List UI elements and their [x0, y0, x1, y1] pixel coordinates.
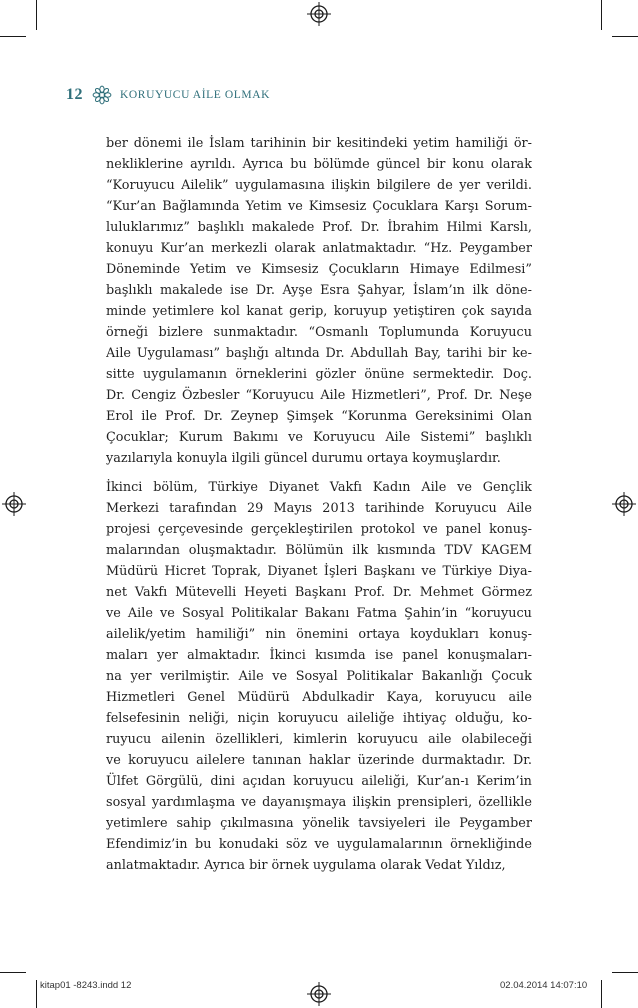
crop-mark-top-right-v [601, 0, 602, 30]
text-line: sosyal yardımlaşma ve dayanışmaya ilişkin prensipleri, özellikle [106, 795, 532, 810]
text-line: Dr. Cengiz Özbesler “Koruyucu Aile Hizmetleri”, Prof. Dr. Neşe [106, 388, 532, 403]
text-line: felsefesinin neliği, niçin koruyucu aileliğe ihtiyaç olduğu, ko- [106, 711, 532, 726]
body-text [106, 133, 532, 876]
crop-mark-bottom-right-h [612, 972, 638, 973]
running-header [66, 85, 270, 105]
text-line: Döneminde Yetim ve Kimsesiz Çocukların Himaye Edilmesi” [106, 262, 532, 277]
text-line: net Vakfı Mütevelli Heyeti Başkanı Prof. Dr. Mehmet Görmez [106, 585, 532, 600]
text-line: Merkezi tarafından 29 Mayıs 2013 tarihinde Koruyucu Aile [106, 501, 532, 516]
text-line: Hizmetleri Genel Müdürü Abdulkadir Kaya, koruyucu aile [106, 690, 532, 705]
text-line: malarından oluşmaktadır. Bölümün ilk kısmında TDV KAGEM [106, 543, 532, 558]
text-line: ailelik/yetim hamiliği” nin önemini ortaya koydukları konuş- [106, 627, 532, 642]
text-line: Efendimiz’in bu konudaki söz ve uygulamalarının örnekliğinde [106, 837, 532, 852]
text-line: başlıklı makalede ise Dr. Ayşe Esra Şahyar, İslam’ın ilk döne- [106, 283, 532, 298]
text-line: Çocuklar; Kurum Bakımı ve Koruyucu Aile Sistemi” başlıklı [106, 430, 532, 445]
text-line: yetimlere sahip çıkılmasına yönelik tavsiyeleri ile Peygamber [106, 816, 532, 831]
text-line: Erol ile Prof. Dr. Zeynep Şimşek “Korunma Gereksinimi Olan [106, 409, 532, 424]
text-line: Müdürü Hicret Toprak, Diyanet İşleri Başkanı ve Türkiye Diya- [106, 564, 532, 579]
text-line: luluklarımız” başlıklı makalede Prof. Dr. İbrahim Hilmi Karslı, [106, 220, 532, 235]
text-line: maları yer almaktadır. İkinci kısımda ise panel konuşmaları- [106, 648, 532, 663]
text-line: İkinci bölüm, Türkiye Diyanet Vakfı Kadın Aile ve Gençlik [106, 480, 532, 495]
slug-date-time: 02.04.2014 14:07:10 [500, 980, 588, 991]
page-number: 12 [66, 86, 83, 103]
text-line: örneği bizlere sunmaktadır. “Osmanlı Toplumunda Koruyucu [106, 325, 532, 340]
crop-mark-bottom-left-v [36, 980, 37, 1008]
crop-mark-bottom-left-h [0, 972, 26, 973]
text-line: “Koruyucu Ailelik” uygulamasına ilişkin bilgilere de yer verildi. [106, 178, 532, 193]
crop-mark-top-right-h [612, 36, 638, 37]
crop-mark-top-left-v [36, 0, 37, 30]
registration-mark-icon [307, 2, 331, 26]
running-title: KORUYUCU AİLE OLMAK [120, 89, 271, 101]
text-line: Aile Uygulaması” başlığı altında Dr. Abdullah Bay, tarihi bir ke- [106, 346, 532, 361]
text-line: projesi çerçevesinde gerçekleştirilen protokol ve panel konuş- [106, 522, 532, 537]
paragraph-2 [106, 477, 532, 876]
text-line: yazılarıyla konuyla ilgili güncel durumu ortaya koymuşlardır. [106, 451, 501, 466]
registration-mark-icon [2, 492, 26, 516]
text-line: ber dönemi ile İslam tarihinin bir kesitindeki yetim hamiliği ör- [106, 136, 532, 151]
crop-mark-top-left-h [0, 36, 26, 37]
text-line: ve koruyucu ailelere tanınan haklar üzerinde durmaktadır. Dr. [106, 753, 532, 768]
rosette-icon [92, 85, 112, 105]
text-line: sitte uygulamanın örneklerini gözler önüne sermektedir. Doç. [106, 367, 532, 382]
registration-mark-icon [612, 492, 636, 516]
text-line: minde yetimlere kol kanat gerip, koruyup yetiştiren çok sayıda [106, 304, 532, 319]
slug-file-name: kitap01 -8243.indd 12 [40, 980, 132, 991]
registration-mark-icon [307, 982, 331, 1006]
text-line: konuyu Kur’an merkezli olarak anlatmaktadır. “Hz. Peygamber [106, 241, 532, 256]
text-line: “Kur’an Bağlamında Yetim ve Kimsesiz Çocuklara Karşı Sorum- [106, 199, 532, 214]
crop-mark-bottom-right-v [601, 980, 602, 1008]
text-line: anlatmaktadır. Ayrıca bir örnek uygulama olarak Vedat Yıldız, [106, 858, 506, 873]
text-line: nekliklerine ayrıldı. Ayrıca bu bölümde güncel bir konu olarak [106, 157, 532, 172]
text-line: ruyucu ailenin özellikleri, kimlerin koruyucu aile olabileceği [106, 732, 532, 747]
paragraph-1 [106, 133, 532, 469]
text-line: na yer verilmiştir. Aile ve Sosyal Politikalar Bakanlığı Çocuk [106, 669, 532, 684]
text-line: Ülfet Görgülü, dini açıdan koruyucu aileliği, Kur’an-ı Kerim’in [106, 774, 532, 789]
text-line: ve Aile ve Sosyal Politikalar Bakanı Fatma Şahin’in “koruyucu [106, 606, 532, 621]
